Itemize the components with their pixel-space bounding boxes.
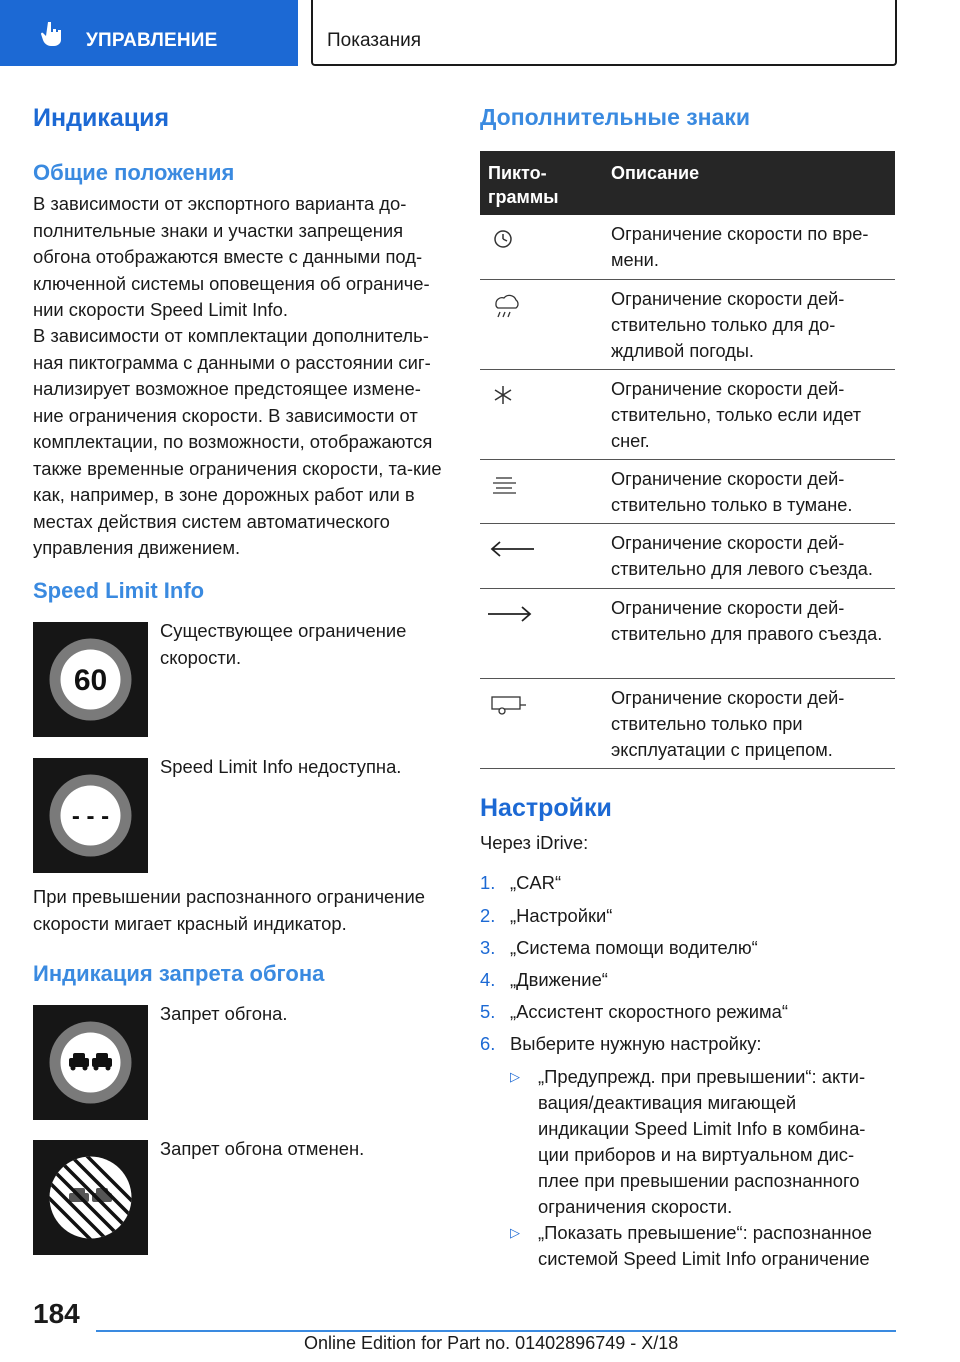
current-tab-label: Показания <box>327 30 421 51</box>
step-number: 1. <box>480 872 496 893</box>
step-number: 3. <box>480 937 496 958</box>
sign-dash-caption: Speed Limit Info недоступна. <box>160 756 402 777</box>
table-row <box>480 589 895 679</box>
hand-pointer-icon <box>40 20 64 46</box>
overtake-heading: Индикация запрета обгона <box>33 961 325 986</box>
footer-divider <box>96 1330 896 1332</box>
tab-current-page[interactable] <box>311 0 897 66</box>
sub-item-text: „Предупрежд. при превышении“: акти-вация/деактивация мигающей индикации Speed Limit Info в комбина-ции приборов и на виртуальном дис-плее при превышении распознанного ограничения скорости. <box>538 1066 866 1217</box>
step-text: Выберите нужную настройку: <box>510 1033 762 1054</box>
sign-dash-value: - - - <box>71 803 110 830</box>
overtake-end-caption: Запрет обгона отменен. <box>160 1138 365 1159</box>
table-row <box>480 679 895 769</box>
general-paragraph-2: В зависимости от комплектации дополнитель-ная пиктограмма с данными о расстоянии сиг-нализирует возможное предстоящее измене-ние ограничения скорости. В зависимости от комплектации, по возможности, отображаются также временные ограничения скорости, та-кие как, например, в зоне дорожных работ или в местах действия систем автоматического управления движением. <box>33 325 442 558</box>
section-tab-label: УПРАВЛЕНИЕ <box>86 30 218 51</box>
sub-item-text: „Показать превышение“: распознанное системой Speed Limit Info ограничение <box>538 1222 873 1269</box>
triangle-bullet-icon: ▷ <box>510 1225 520 1240</box>
arrow-left-icon <box>486 534 536 564</box>
triangle-bullet-icon: ▷ <box>510 1069 520 1084</box>
via-idrive: Через iDrive: <box>480 832 589 853</box>
row-description: Ограничение скорости дей-ствительно, только если идет снег. <box>611 379 862 451</box>
step-text: „Настройки“ <box>510 905 613 926</box>
trailer-icon <box>486 689 536 719</box>
sign-60-caption: Существующее ограничение скорости. <box>160 620 407 668</box>
sign-60-value: 60 <box>73 664 108 697</box>
rain-icon <box>486 290 536 320</box>
sli-heading: Speed Limit Info <box>33 578 205 603</box>
page-title: Индикация <box>33 104 170 132</box>
row-description: Ограничение скорости дей-ствительно только в тумане. <box>611 469 853 515</box>
footer-edition: Online Edition for Part no. 01402896749 - X/18 <box>304 1333 679 1353</box>
step-text: „Ассистент скоростного режима“ <box>510 1001 788 1022</box>
table-row <box>480 524 895 589</box>
step-number: 5. <box>480 1001 496 1022</box>
no-overtaking-sign <box>33 1005 148 1120</box>
speed-limit-60-sign <box>33 622 148 737</box>
general-paragraph-1: В зависимости от экспортного варианта до-полнительные знаки и участки запрещения обгона отображаются вместе с данными под-ключенной системы оповещения об ограниче-нии скорости Speed Limit Info. <box>33 193 430 320</box>
row-description: Ограничение скорости по вре-мени. <box>611 224 869 270</box>
table-col-pictograms: Пикто- граммы <box>488 163 559 207</box>
row-description: Ограничение скорости дей-ствительно для левого съезда. <box>611 533 873 579</box>
page-number: 184 <box>33 1298 80 1329</box>
row-description: Ограничение скорости дей-ствительно для правого съезда. <box>611 598 883 644</box>
overtake-caption: Запрет обгона. <box>160 1003 288 1024</box>
row-description: Ограничение скорости дей-ствительно только при эксплуатации с прицепом. <box>611 688 845 760</box>
row-description: Ограничение скорости дей-ствительно только для до-ждливой погоды. <box>611 289 845 361</box>
step-number: 2. <box>480 905 496 926</box>
table-row <box>480 370 895 460</box>
step-number: 4. <box>480 969 496 990</box>
table-row <box>480 215 895 280</box>
section-tab-control[interactable] <box>0 0 298 66</box>
table-row <box>480 280 895 370</box>
step-text: „CAR“ <box>510 872 562 893</box>
end-no-overtaking-sign <box>33 1140 148 1255</box>
speed-limit-unavailable-sign <box>33 758 148 873</box>
additional-signs-heading: Дополнительные знаки <box>480 104 751 130</box>
table-header <box>480 151 895 215</box>
settings-heading: Настройки <box>480 794 612 822</box>
snowflake-icon <box>486 380 536 410</box>
exceed-text: При превышении распознанного ограничение скорости мигает красный индикатор. <box>33 886 425 934</box>
arrow-right-icon <box>486 599 536 629</box>
step-text: „Движение“ <box>510 969 608 990</box>
step-text: „Система помощи водителю“ <box>510 937 758 958</box>
table-row <box>480 460 895 524</box>
clock-icon <box>486 225 536 255</box>
fog-icon <box>486 470 536 500</box>
general-heading: Общие положения <box>33 160 235 185</box>
step-number: 6. <box>480 1033 496 1054</box>
table-col-description: Описание <box>611 163 700 183</box>
